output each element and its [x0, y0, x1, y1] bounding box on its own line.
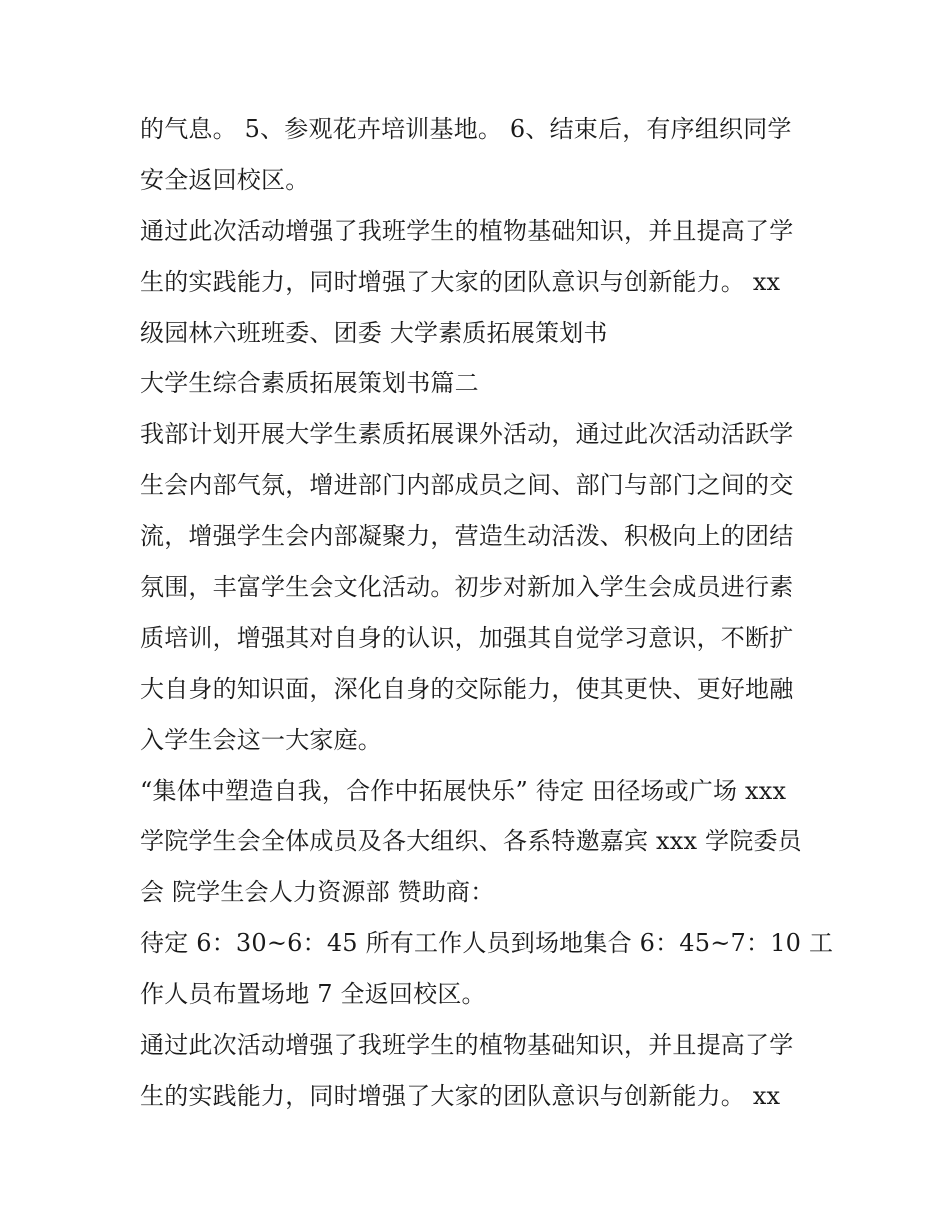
- text-line: 大自身的知识面，深化自身的交际能力，使其更快、更好地融: [140, 674, 794, 703]
- text-line: 通过此次活动增强了我班学生的植物基础知识，并且提高了学: [140, 216, 794, 245]
- text-line: 作人员布置场地 7 全返回校区。: [140, 980, 486, 1009]
- text-line: 待定 6：30~6：45 所有工作人员到场地集合 6：45~7：10 工: [140, 929, 834, 958]
- text-line: 通过此次活动增强了我班学生的植物基础知识，并且提高了学: [140, 1031, 794, 1060]
- text-line: 生的实践能力，同时增强了大家的团队意识与创新能力。 xx: [140, 1081, 781, 1110]
- text-line: 的气息。 5、参观花卉培训基地。 6、结束后，有序组织同学: [140, 115, 792, 143]
- text-line: 我部计划开展大学生素质拓展课外活动，通过此次活动活跃学: [140, 420, 794, 449]
- text-line: 生会内部气氛，增进部门内部成员之间、部门与部门之间的交: [140, 471, 794, 500]
- text-line: 氛围，丰富学生会文化活动。初步对新加入学生会成员进行素: [140, 573, 794, 602]
- text-line: 会 院学生会人力资源部 赞助商：: [140, 878, 495, 907]
- section-heading: 大学生综合素质拓展策划书篇二: [140, 369, 479, 398]
- text-line: 入学生会这一大家庭。: [140, 725, 382, 754]
- document-body: [140, 104, 834, 1122]
- text-line: 质培训，增强其对自身的认识，加强其自觉学习意识，不断扩: [140, 623, 794, 652]
- text-line: 级园林六班班委、团委 大学素质拓展策划书: [140, 318, 608, 347]
- text-line: “集体中塑造自我，合作中拓展快乐” 待定 田径场或广场 xxx: [140, 776, 787, 805]
- text-line: 安全返回校区。: [140, 165, 310, 194]
- text-line: 生的实践能力，同时增强了大家的团队意识与创新能力。 xx: [140, 267, 781, 296]
- text-line: 学院学生会全体成员及各大组织、各系特邀嘉宾 xxx 学院委员: [140, 827, 802, 856]
- text-line: 流，增强学生会内部凝聚力，营造生动活泼、积极向上的团结: [140, 522, 794, 551]
